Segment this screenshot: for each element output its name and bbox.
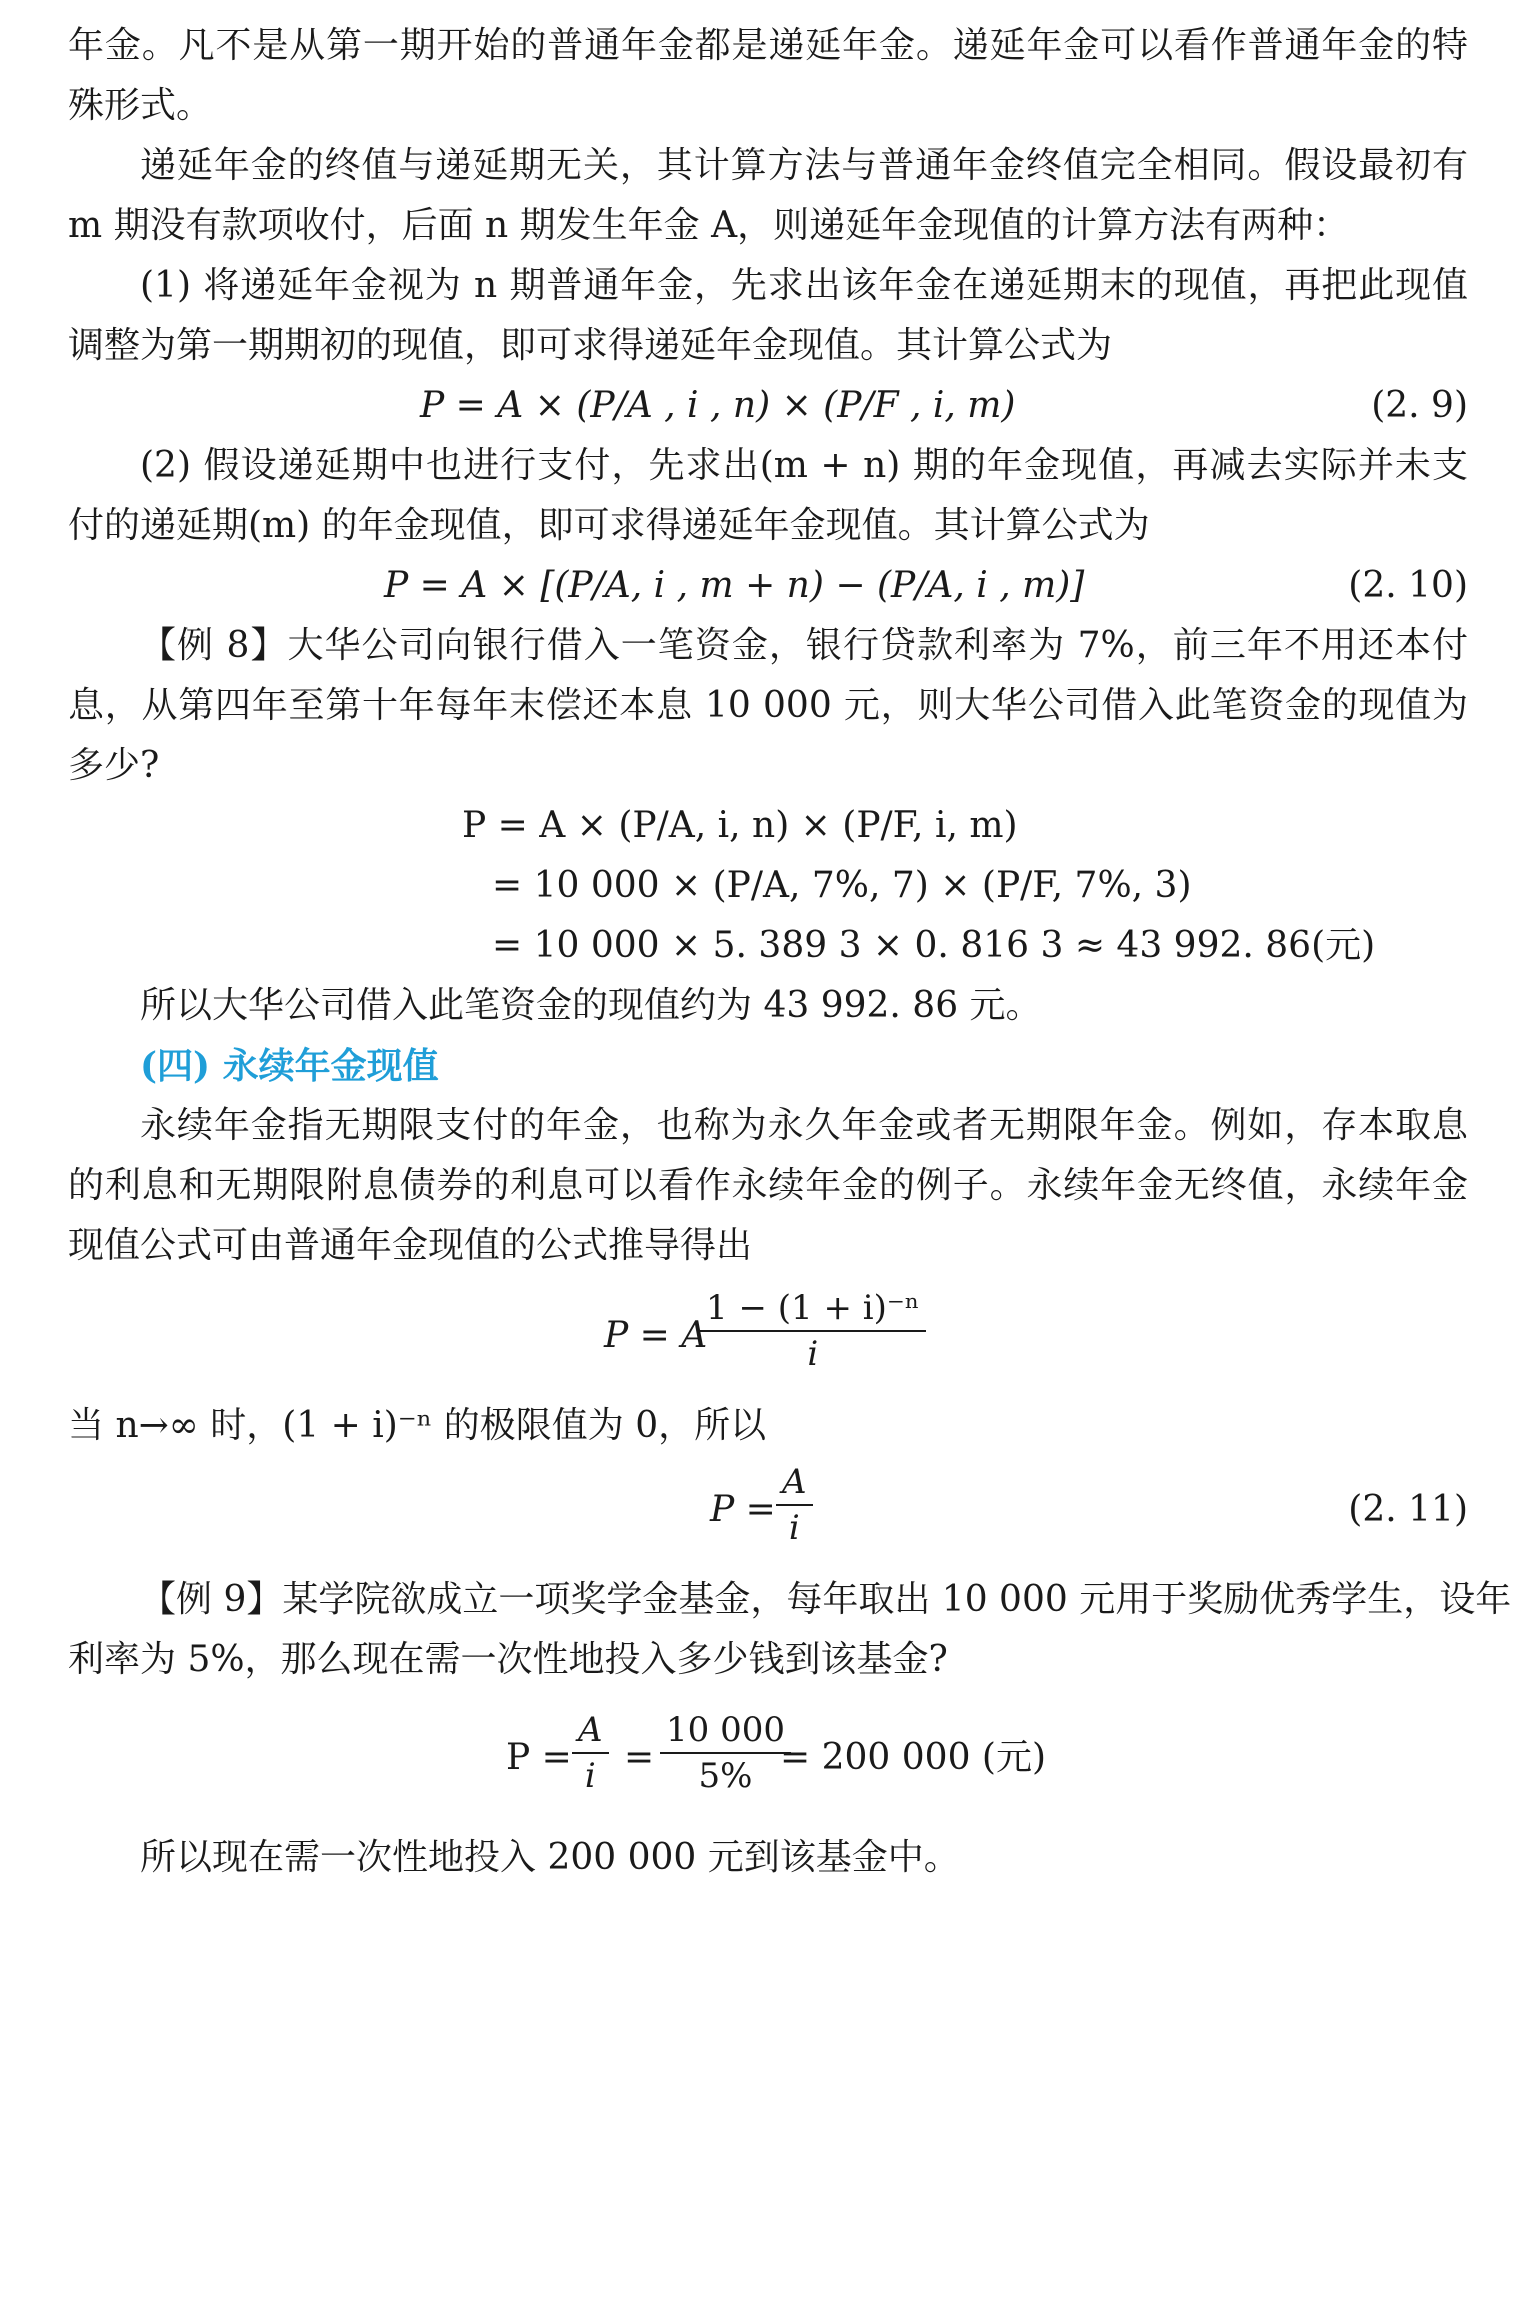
paragraph-line: 付的递延期(m) 的年金现值，即可求得递延年金现值。其计算公式为	[68, 505, 1150, 546]
paragraph-line: 调整为第一期期初的现值，即可求得递延年金现值。其计算公式为	[68, 325, 1113, 366]
example9-equals: =	[624, 1737, 655, 1778]
paragraph-line: 现值公式可由普通年金现值的公式推导得出	[68, 1225, 753, 1266]
fraction-denominator: i	[788, 1508, 800, 1548]
formula-2-9: P = A × (P/A , i , n) × (P/F , i, m)	[420, 385, 1016, 426]
formula-2-10: P = A × [(P/A, i , m + n) − (P/A, i , m)]	[384, 565, 1085, 606]
paragraph-line: 息，从第四年至第十年每年末偿还本息 10 000 元，则大华公司借入此笔资金的现值为	[68, 685, 1468, 726]
paragraph-line: 【例 9】某学院欲成立一项奖学金基金，每年取出 10 000 元用于奖励优秀学生，设年	[140, 1579, 1512, 1620]
example9-formula-lhs: P =	[506, 1737, 572, 1778]
example9-result: = 200 000 (元)	[780, 1737, 1047, 1778]
equation-number: (2. 10)	[1348, 565, 1468, 606]
paragraph-line: 的利息和无期限附息债券的利息可以看作永续年金的例子。永续年金无终值，永续年金	[68, 1165, 1468, 1206]
fraction-denominator: i	[807, 1334, 819, 1374]
fraction-denominator: 5%	[698, 1756, 753, 1796]
equation-number: (2. 11)	[1348, 1489, 1468, 1530]
formula-2-11-lhs: P =	[710, 1489, 776, 1530]
paragraph-line: 所以大华公司借入此笔资金的现值约为 43 992. 86 元。	[140, 985, 1042, 1026]
fraction-denominator: i	[584, 1756, 596, 1796]
fraction-numerator: A	[776, 1462, 813, 1506]
paragraph-line: 【例 8】大华公司向银行借入一笔资金，银行贷款利率为 7%，前三年不用还本付	[140, 625, 1468, 666]
fraction-numerator: 10 000	[660, 1710, 791, 1754]
equation-number: (2. 9)	[1371, 385, 1468, 426]
fraction-numerator: A	[572, 1710, 609, 1754]
paragraph-line: (1) 将递延年金视为 n 期普通年金，先求出该年金在递延期末的现值，再把此现值	[140, 265, 1468, 306]
example8-formula-line3: = 10 000 × 5. 389 3 × 0. 816 3 ≈ 43 992. 86(元)	[492, 925, 1376, 966]
paragraph-line: m 期没有款项收付，后面 n 期发生年金 A，则递延年金现值的计算方法有两种：	[68, 205, 1350, 246]
paragraph-line: 年金。凡不是从第一期开始的普通年金都是递延年金。递延年金可以看作普通年金的特	[68, 25, 1468, 66]
example8-formula-line1: P = A × (P/A, i, n) × (P/F, i, m)	[462, 805, 1018, 846]
paragraph-line: 利率为 5%，那么现在需一次性地投入多少钱到该基金?	[68, 1639, 948, 1680]
section-heading: (四) 永续年金现值	[140, 1045, 439, 1087]
paragraph-line: 当 n→∞ 时，(1 + i)⁻ⁿ 的极限值为 0，所以	[68, 1405, 767, 1446]
formula-2-11-fraction	[776, 1462, 813, 1548]
example8-formula-line2: = 10 000 × (P/A, 7%, 7) × (P/F, 7%, 3)	[492, 865, 1192, 906]
example9-fraction-2	[660, 1710, 791, 1796]
perpetuity-formula-lhs: P = A	[604, 1315, 708, 1356]
paragraph-line: 所以现在需一次性地投入 200 000 元到该基金中。	[140, 1837, 960, 1878]
fraction-numerator: 1 − (1 + i)⁻ⁿ	[700, 1288, 926, 1332]
paragraph-line: 殊形式。	[68, 85, 213, 126]
paragraph-line: 永续年金指无期限支付的年金，也称为永久年金或者无期限年金。例如，存本取息	[140, 1105, 1468, 1146]
example9-fraction-1	[572, 1710, 609, 1796]
paragraph-line: 递延年金的终值与递延期无关，其计算方法与普通年金终值完全相同。假设最初有	[140, 145, 1468, 186]
perpetuity-fraction	[700, 1288, 926, 1374]
paragraph-line: 多少?	[68, 745, 160, 786]
paragraph-line: (2) 假设递延期中也进行支付，先求出(m + n) 期的年金现值，再减去实际并未支	[140, 445, 1468, 486]
